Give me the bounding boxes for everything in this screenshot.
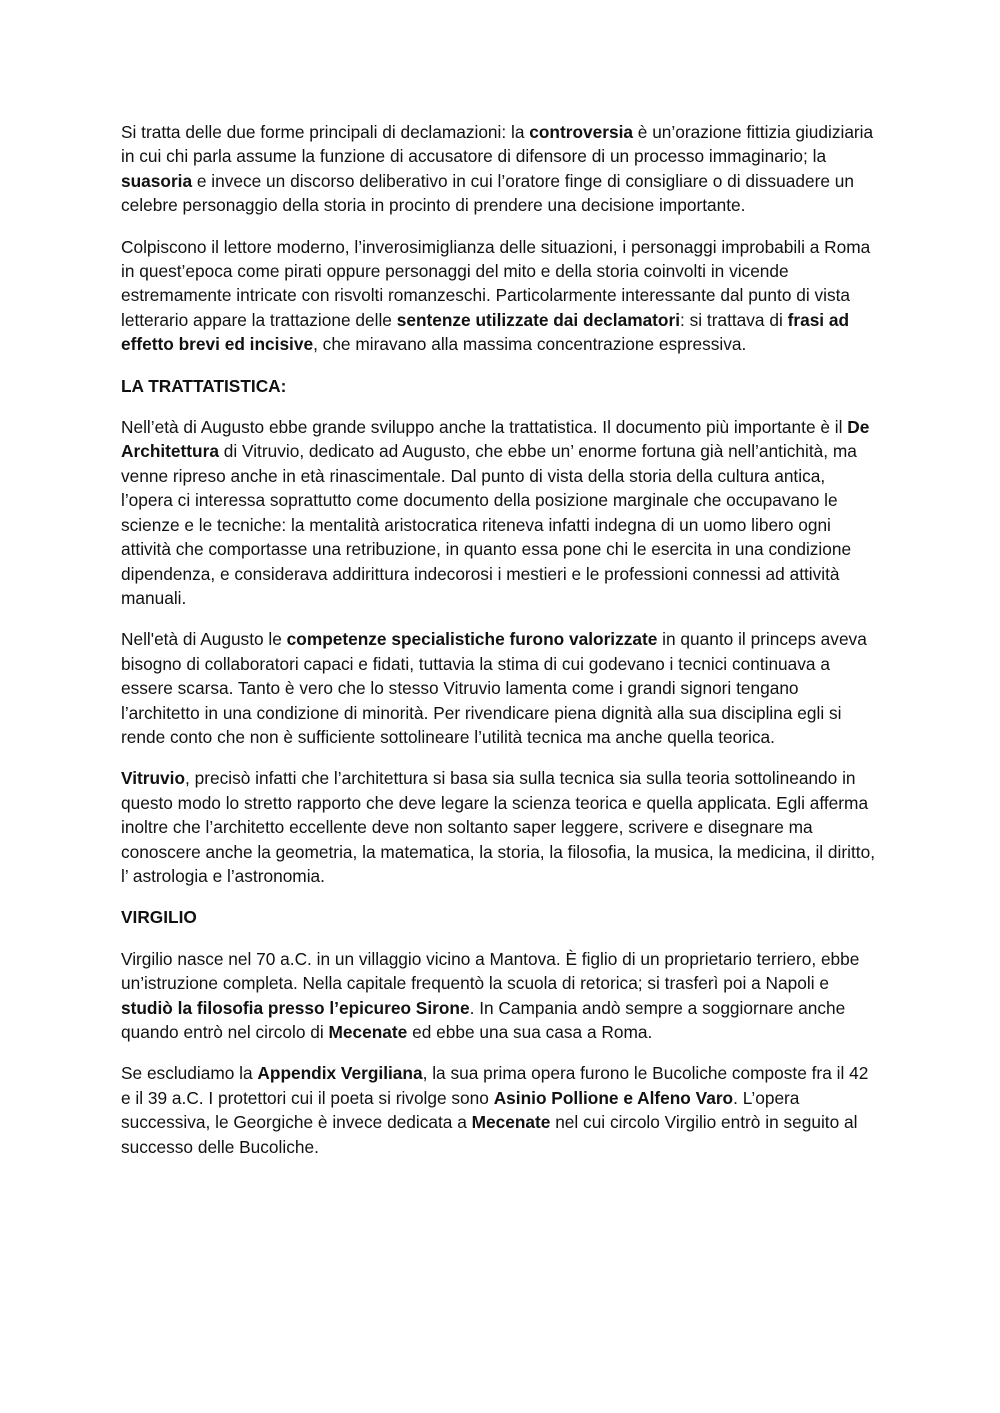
bold-text: De Architettura xyxy=(121,417,870,462)
text-run: Si tratta delle due forme principali di declamazioni: la xyxy=(121,122,530,142)
body-paragraph xyxy=(121,120,881,218)
bold-text: LA TRATTATISTICA: xyxy=(121,375,287,396)
text-run: è un’orazione fittizia giudiziaria in cui chi parla assume la funzione di accusatore di difensore di un processo immaginario; la xyxy=(121,122,874,167)
text-run: : si trattava di xyxy=(680,309,788,330)
bold-text: competenze specialistiche furono valorizzate xyxy=(286,629,658,650)
text-run: Nell'età di Augusto le xyxy=(121,629,287,650)
text-run: Nell’età di Augusto ebbe grande sviluppo anche la trattatistica. Il documento più importante è il xyxy=(121,417,848,438)
body-paragraph xyxy=(121,627,881,749)
text-run: , precisò infatti che l’architettura si basa sia sulla tecnica sia sulla teoria sottolineando in questo modo lo stretto rapporto che deve legare la scienza teorica e quella applicata. Egli afferma inoltre che l’architetto eccellente deve non soltanto saper leggere, scrivere e disegnare ma conoscere anche la geometria, la matematica, la storia, la filosofia, la musica, la medicina, il diritto, l’ astrologia e l’astronomia. xyxy=(121,768,875,886)
bold-text: controversia xyxy=(529,122,633,142)
bold-text: Appendix Vergiliana xyxy=(257,1063,423,1084)
body-paragraph xyxy=(121,1061,881,1159)
body-paragraph xyxy=(121,947,881,1045)
text-run: . L’opera successiva, le Georgiche è invece dedicata a xyxy=(121,1087,800,1133)
bold-text: Mecenate xyxy=(471,1112,551,1133)
text-run: . In Campania andò sempre a soggiornare anche quando entrò nel circolo di xyxy=(121,997,846,1042)
bold-text: studiò la filosofia presso l’epicureo Sirone xyxy=(121,997,470,1018)
bold-text: frasi ad effetto brevi ed incisive xyxy=(121,309,850,355)
text-run: Virgilio nasce nel 70 a.C. in un villaggio vicino a Mantova. È figlio di un proprietario terriero, ebbe un’istruzione completa. Nella capitale frequentò la scuola di retorica; si trasferì poi a Napoli e xyxy=(121,948,860,994)
text-run: , la sua prima opera furono le Bucoliche composte fra il 42 e il 39 a.C. I protettori cui il poeta si rivolge sono xyxy=(121,1063,869,1108)
text-run: di Vitruvio, dedicato ad Augusto, che ebbe un’ enorme fortuna già nell’antichità, ma venne ripreso anche in età rinascimentale. Dal punto di vista della storia della cultura antica, l’opera ci interessa soprattutto come documento della posizione marginale che occupavano le scienze e le tecniche: la mentalità aristocratica riteneva infatti indegna di un uomo libero ogni attività che comportasse una retribuzione, in quanto essa pone chi le esercita in una condizione dipendenza, e considerava addirittura indecorosi i mestieri e le professioni connessi ad attività manuali. xyxy=(121,441,857,608)
text-run: , che miravano alla massima concentrazione espressiva. xyxy=(313,334,747,355)
bold-text: VIRGILIO xyxy=(121,907,197,928)
text-run: nel cui circolo Virgilio entrò in seguito al successo delle Bucoliche. xyxy=(121,1112,858,1157)
bold-text: sentenze utilizzate dai declamatori xyxy=(396,309,681,330)
section-heading xyxy=(121,905,881,929)
text-run: ed ebbe una sua casa a Roma. xyxy=(407,1022,653,1042)
body-paragraph xyxy=(121,415,881,610)
document-page xyxy=(121,120,881,1176)
text-run: Colpiscono il lettore moderno, l’inverosimiglianza delle situazioni, i personaggi improbabili a Roma in quest’epoca come pirati oppure personaggi del mito e della storia coinvolti in vicende estremamente intricate con risvolti romanzeschi. Particolarmente interessante dal punto di vista letterario appare la trattazione delle xyxy=(121,236,871,330)
bold-text: suasoria xyxy=(121,170,193,191)
text-run: e invece un discorso deliberativo in cui l’oratore finge di consigliare o di dissuadere un celebre personaggio della storia in procinto di prendere una decisione importante. xyxy=(121,170,854,216)
body-paragraph xyxy=(121,235,881,357)
bold-text: Vitruvio xyxy=(121,768,186,789)
section-heading xyxy=(121,374,881,398)
bold-text: Mecenate xyxy=(328,1022,408,1042)
text-run: Se escludiamo la xyxy=(121,1063,258,1084)
text-run: in quanto il princeps aveva bisogno di collaboratori capaci e fidati, tuttavia la stima di cui godevano i tecnici continuava a essere scarsa. Tanto è vero che lo stesso Vitruvio lamenta come i grandi signori tengano l’architetto in una condizione di minorità. Per rivendicare piena dignità alla sua disciplina egli si rende conto che non è sufficiente sottolineare l’utilità tecnica ma anche quella teorica. xyxy=(121,629,867,747)
bold-text: Asinio Pollione e Alfeno Varo xyxy=(493,1087,734,1108)
body-paragraph xyxy=(121,766,881,888)
